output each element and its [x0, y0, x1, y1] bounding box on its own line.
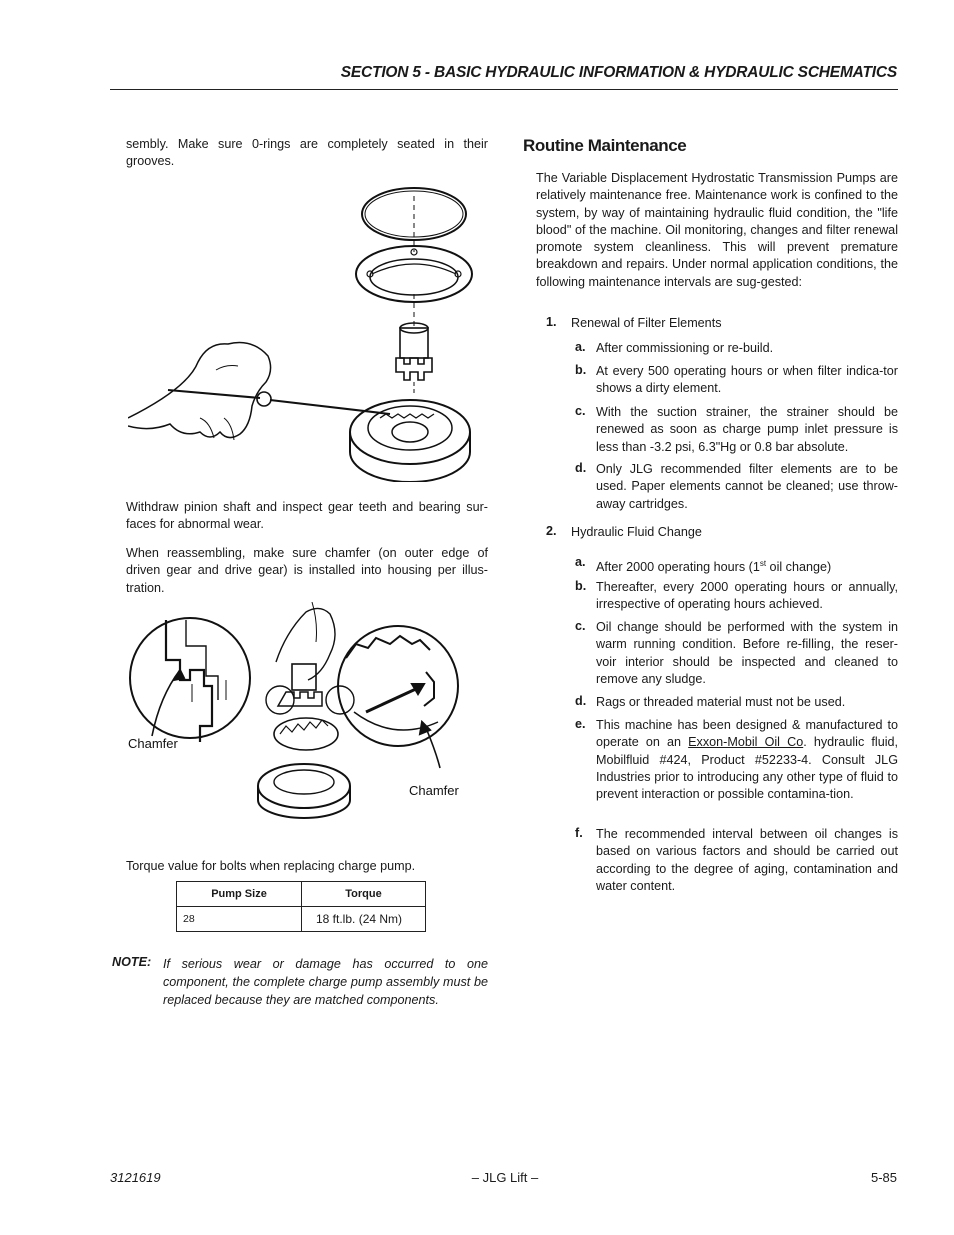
chamfer-text: When reassembling, make sure chamfer (on outer edge of driven gear and drive gear) is installed into housing per illus-tration.	[126, 546, 488, 595]
sublist-item: After commissioning or re-build.	[596, 341, 774, 355]
table-header-torque: Torque	[302, 882, 426, 907]
sublist-letter: b.	[575, 363, 587, 377]
inspect-text: Withdraw pinion shaft and inspect gear teeth and bearing sur-faces for abnormal wear.	[126, 500, 488, 532]
section-heading: Routine Maintenance	[523, 136, 687, 155]
header-rule	[110, 89, 898, 90]
table-row	[177, 907, 426, 932]
sublist-item: Thereafter, every 2000 operating hours or annually, irrespective of operating hours achieved.	[596, 580, 898, 612]
sublist-letter: c.	[575, 619, 586, 633]
chamfer-label-left: Chamfer	[128, 736, 178, 751]
sublist-item: This machine has been designed & manufactured to operate on an Exxon-Mobil Oil Co. hydraulic fluid, Mobilfluid #424, Product #52233-4. Consult JLG Industries prior to introducing any other type of fluid to prevent interaction or possible contamina-tion.	[596, 718, 898, 802]
sublist-item: The recommended interval between oil changes is based on various factors and should be carried out according to the degree of aging, contamination and water content.	[596, 827, 898, 893]
note-label: NOTE:	[112, 955, 152, 969]
footer-center: – JLG Lift –	[471, 1170, 539, 1185]
list-number-2: 2.	[546, 524, 557, 538]
torque-intro: Torque value for bolts when replacing charge pump.	[126, 859, 416, 873]
list-item-filter-renewal: Renewal of Filter Elements	[571, 316, 722, 330]
maintenance-intro: The Variable Displacement Hydrostatic Transmission Pumps are relatively maintenance free. Maintenance work is confined to the system, by way of maintaining hydraulic fluid condition, the "life blood" of the machine. Oil monitoring, changes and filter renewal promote system cleanliness. This will prevent premature breakdown and repairs. Under normal application conditions, the following maintenance intervals are sug-gested:	[536, 171, 898, 289]
sublist-letter: b.	[575, 579, 587, 593]
charge-pump-exploded-figure	[128, 182, 473, 482]
table-header-pump-size: Pump Size	[177, 882, 302, 907]
table-cell-torque: 18 ft.lb. (24 Nm)	[302, 907, 426, 932]
torque-table	[176, 881, 426, 932]
sublist-item: Oil change should be performed with the system in warm running condition. Before re-filling, the reser-voir interior should be inspected and cleaned to remove any sludge.	[596, 620, 898, 686]
section-header: SECTION 5 - BASIC HYDRAULIC INFORMATION & HYDRAULIC SCHEMATICS	[340, 64, 897, 81]
exxon-mobil-link[interactable]: Exxon-Mobil Oil Co	[688, 735, 804, 750]
sublist-letter: d.	[575, 461, 587, 475]
sublist-letter: c.	[575, 404, 586, 418]
footer-doc-number: 3121619	[110, 1170, 161, 1185]
table-cell-pump-size: 28	[177, 907, 302, 932]
list-item-fluid-change: Hydraulic Fluid Change	[571, 525, 702, 539]
sublist-item: After 2000 operating hours (1st oil change)	[596, 559, 832, 575]
sublist-item: Only JLG recommended filter elements are to be used. Paper elements cannot be cleaned; use throw-away cartridges.	[596, 462, 898, 511]
chamfer-figure	[126, 602, 471, 822]
table-header-row	[177, 882, 426, 907]
sublist-letter: a.	[575, 555, 586, 569]
sublist-item: With the suction strainer, the strainer should be renewed as soon as charge pump inlet pressure is less than -3.2 psi, 6.3"Hg or 0.8 bar absolute.	[596, 405, 898, 454]
sublist-item: Rags or threaded material must not be used.	[596, 695, 846, 709]
note-text: If serious wear or damage has occurred to one component, the complete charge pump assembly must be replaced because they are matched components.	[163, 957, 488, 1007]
sublist-item: At every 500 operating hours or when filter indica-tor shows a dirty element.	[596, 364, 898, 396]
sublist-letter: e.	[575, 717, 586, 731]
list-number-1: 1.	[546, 315, 557, 329]
chamfer-label-right: Chamfer	[409, 783, 459, 798]
footer-page-number: 5-85	[870, 1170, 897, 1185]
sublist-letter: a.	[575, 340, 586, 354]
sublist-letter: f.	[575, 826, 583, 840]
intro-text: sembly. Make sure 0-rings are completely seated in their grooves.	[126, 137, 488, 169]
sublist-letter: d.	[575, 694, 587, 708]
